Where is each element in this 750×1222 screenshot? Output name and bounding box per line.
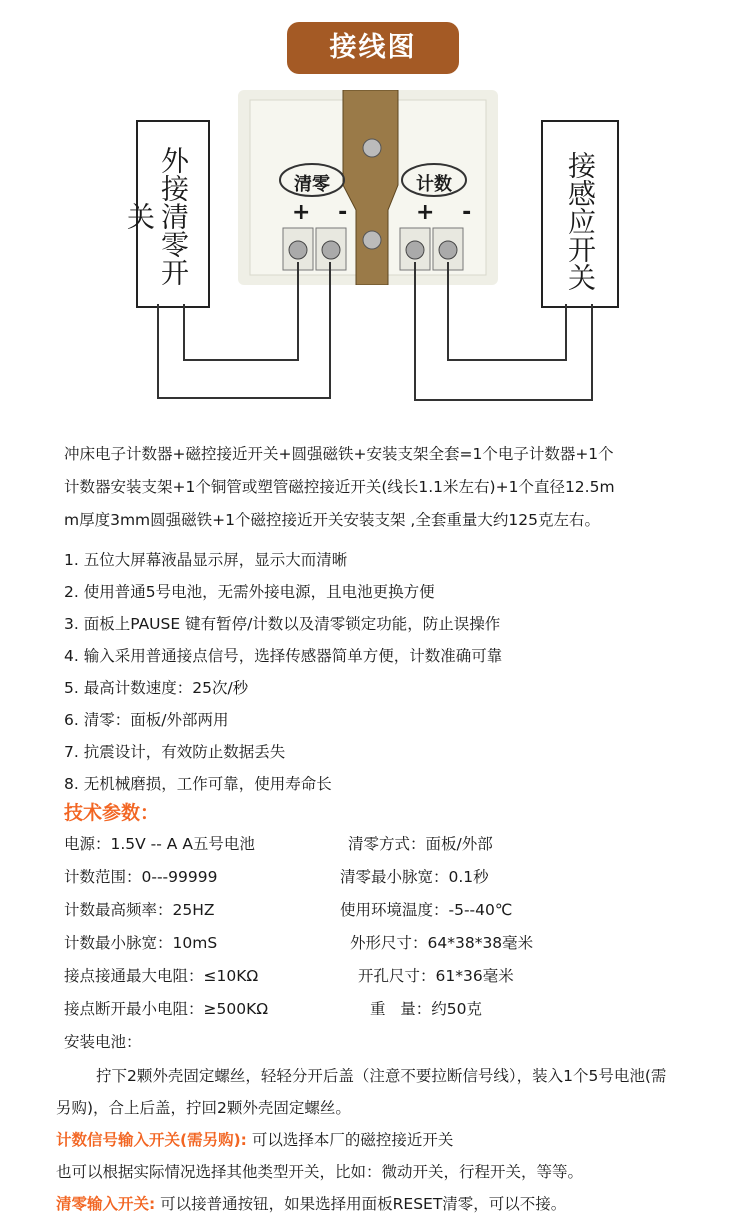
clear-input-text: 可以接普通按钮，如果选择用面板RESET清零，可以不接。 [160,1195,567,1213]
count-input-label: 计数信号输入开关(需另购): [56,1131,247,1149]
spec-heading: 技术参数： [64,802,160,824]
intro-line-2: 计数器安装支架+1个铜管或塑管磁控接近开关(线长1.1米左右)+1个直径12.5m [64,478,615,496]
wiring-lines [0,0,750,420]
clear-terminal-label: 清零 [294,174,330,195]
spec-right: 使用环境温度：-5--40℃ [340,901,513,919]
spec-left: 接点断开最小电阻：≥500KΩ [64,1000,269,1018]
spec-left: 计数最小脉宽：10mS [64,934,218,952]
count-terminal-label: 计数 [416,174,452,195]
feature-item: 4. 输入采用普通接点信号，选择传感器简单方便，计数准确可靠 [64,647,503,665]
spec-right: 重 量：约50克 [370,1000,483,1018]
other-switch-text: 也可以根据实际情况选择其他类型开关，比如：微动开关，行程开关，等等。 [56,1163,584,1181]
spec-left: 接点接通最大电阻：≤10KΩ [64,967,259,985]
battery-text-line-2: 另购)，合上后盖，拧回2颗外壳固定螺丝。 [56,1099,351,1117]
feature-item: 8. 无机械磨损，工作可靠，使用寿命长 [64,775,332,793]
spec-left: 电源：1.5V -- A A五号电池 [64,835,255,853]
sensor-switch-label: 接感应开关 [564,151,597,291]
external-clear-switch-label: 外接清零开关 [123,146,190,286]
battery-heading: 安装电池： [64,1033,142,1051]
feature-item: 1. 五位大屏幕液晶显示屏，显示大而清晰 [64,551,348,569]
clear-input-label: 清零输入开关: [56,1195,156,1213]
count-input-text: 可以选择本厂的磁控接近开关 [251,1131,454,1149]
spec-right: 清零最小脉宽：0.1秒 [340,868,489,886]
feature-item: 3. 面板上PAUSE 键有暂停/计数以及清零锁定功能，防止误操作 [64,615,501,633]
spec-left: 计数范围：0---99999 [64,868,218,886]
spec-right: 清零方式：面板/外部 [348,835,493,853]
clear-input-line [56,1192,566,1214]
spec-right: 开孔尺寸：61*36毫米 [358,967,514,985]
intro-line-1: 冲床电子计数器+磁控接近开关+圆强磁铁+安装支架全套=1个电子计数器+1个 [64,445,614,463]
spec-left: 计数最高频率：25HZ [64,901,215,919]
feature-item: 6. 清零：面板/外部两用 [64,711,229,729]
feature-item: 2. 使用普通5号电池，无需外接电源，且电池更换方便 [64,583,435,601]
clear-polarity-label: + - [292,200,358,225]
diagram-title: 接线图 [287,22,459,74]
feature-item: 5. 最高计数速度：25次/秒 [64,679,249,697]
battery-text-line-1: 拧下2颗外壳固定螺丝，轻轻分开后盖（注意不要拉断信号线），装入1个5号电池(需 [96,1067,667,1085]
spec-right: 外形尺寸：64*38*38毫米 [350,934,534,952]
intro-line-3: m厚度3mm圆强磁铁+1个磁控接近开关安装支架 ,全套重量大约125克左右。 [64,511,600,529]
feature-item: 7. 抗震设计，有效防止数据丢失 [64,743,286,761]
count-polarity-label: + - [416,200,482,225]
count-input-line [56,1128,453,1150]
